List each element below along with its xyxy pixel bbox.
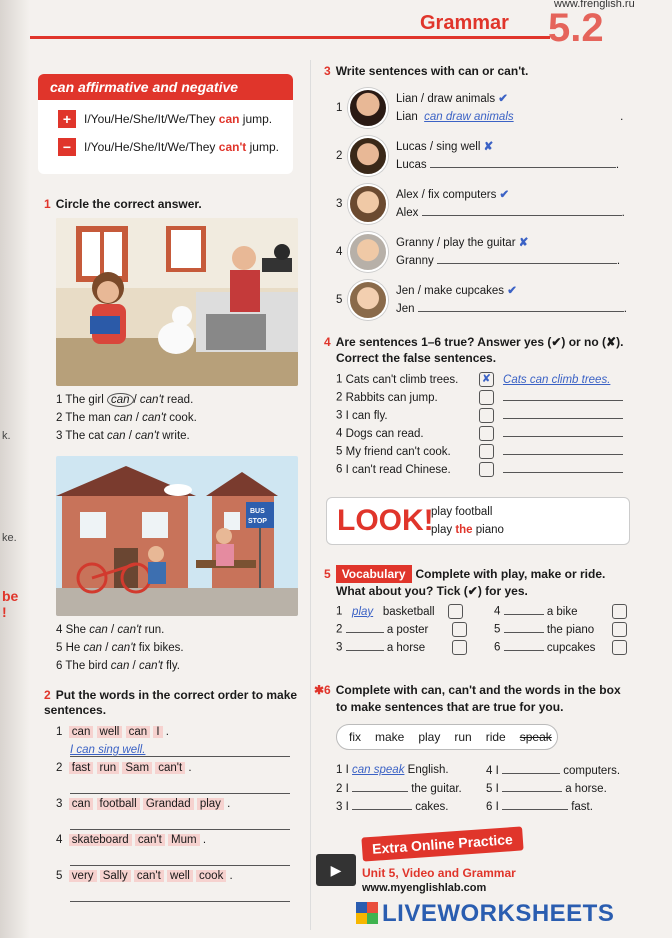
check-icon: ✔	[507, 285, 517, 297]
option-can-circled[interactable]: can	[107, 393, 134, 407]
extra-unit: Unit 5, Video and Grammar	[362, 866, 516, 880]
ex4-instruction: Are sentences 1–6 true? Answer yes (✔) or no (✘).	[335, 335, 624, 349]
word-tile: .	[165, 726, 169, 738]
ex2-item	[56, 726, 169, 738]
ex1-item: 2 The man can / can't cook.	[56, 412, 197, 424]
item-number: 3	[336, 198, 343, 210]
ex5-heading	[324, 566, 624, 600]
item-subject: He	[65, 642, 81, 654]
ex5-instruction-2: What about you? Tick (✔) for yes.	[336, 584, 528, 598]
tick-box[interactable]	[448, 604, 463, 619]
ex6-heading	[314, 682, 644, 716]
ex3-number: 3	[324, 64, 331, 78]
word-tile: .	[202, 834, 207, 846]
boy-avatar	[348, 184, 388, 224]
word-tile: skateboard	[69, 834, 132, 846]
ex3-answer-row: Jen .	[396, 303, 627, 315]
ex5-item	[494, 604, 627, 619]
prompt-text: Alex / fix computers	[396, 189, 497, 201]
item-subject: I	[345, 764, 349, 776]
option-cant[interactable]: can't	[135, 430, 160, 442]
header-rule	[30, 36, 550, 39]
tick-box[interactable]	[612, 622, 627, 637]
page-title: Grammar	[420, 12, 509, 34]
item-end: run.	[144, 624, 165, 636]
item-number: 5	[494, 623, 501, 636]
option-cant[interactable]: can't	[139, 394, 164, 406]
ex5-instruction: Complete with play, make or ride.	[415, 567, 606, 581]
ex2-answer-line[interactable]	[70, 854, 290, 866]
item-subject: The bird	[65, 660, 108, 672]
ex5-item	[336, 622, 467, 637]
gutter-text: be	[2, 588, 19, 604]
ex1-item: 1 The girl can / can't read.	[56, 394, 194, 406]
item-subject: She	[65, 624, 87, 636]
statement: Cats can't climb trees.	[345, 373, 459, 386]
item-number: 2	[336, 150, 343, 162]
ex1-item: 4 She can / can't run.	[56, 624, 165, 636]
item-end: the guitar.	[411, 783, 462, 795]
answer-box[interactable]: ✘	[479, 372, 494, 387]
ex5-blank[interactable]	[346, 623, 384, 633]
item-end: fly.	[166, 660, 180, 672]
cross-icon: ✘	[483, 141, 494, 153]
item-number: 6	[494, 641, 501, 654]
word-tile: fast	[69, 762, 94, 774]
item-number: 2	[56, 762, 63, 774]
item-end: computers.	[563, 765, 621, 777]
ex3-item	[336, 280, 627, 320]
ex4-number: 4	[324, 335, 331, 349]
item-number: 5	[486, 783, 493, 795]
correction[interactable]: Cats can climb trees.	[503, 373, 611, 386]
ex6-number: ✱6	[314, 683, 331, 697]
box-word-used: speak	[519, 730, 552, 744]
item-subject: The man	[65, 412, 111, 424]
ex3-answer-row: Granny .	[396, 255, 621, 267]
item-number: 5	[336, 445, 343, 458]
section-number: 5.2	[548, 6, 604, 50]
option-can[interactable]: can	[114, 412, 133, 424]
subject-name: Lucas	[396, 159, 427, 171]
option-can[interactable]: can	[83, 642, 103, 654]
subject-name: Granny	[396, 255, 434, 267]
item-number: 3	[56, 430, 63, 442]
ex3-instruction: Write sentences with can or can't.	[335, 64, 529, 78]
gutter-text: !	[2, 604, 7, 620]
affirmative-verb: can	[218, 112, 240, 126]
girl-avatar	[348, 88, 388, 128]
ex5-word: a horse	[386, 641, 426, 654]
item-number: 2	[336, 783, 343, 795]
word-tile: .	[227, 798, 231, 810]
ex1-item: 6 The bird can / can't fly.	[56, 660, 180, 672]
subject-name: Lian	[396, 111, 418, 123]
word-tile: football	[97, 798, 140, 810]
option-can[interactable]: can	[106, 430, 126, 442]
ex4-heading	[324, 334, 624, 366]
tick-box[interactable]	[452, 640, 467, 655]
ex5-word: a poster	[386, 623, 429, 636]
item-number: 5	[56, 870, 63, 882]
ex6-blank[interactable]	[352, 800, 412, 810]
statement: I can fly.	[345, 409, 388, 422]
ex5-blank[interactable]	[504, 605, 544, 615]
box-word: run	[454, 730, 472, 744]
check-icon: ✔	[499, 189, 510, 201]
ex2-answer-line[interactable]	[70, 782, 290, 794]
liveworksheets-brand: LIVEWORKSHEETS	[382, 900, 615, 927]
word-tile: can't	[134, 870, 164, 882]
item-number: 3	[336, 409, 343, 422]
gutter-text: ke.	[2, 532, 17, 544]
ex3-item	[336, 88, 623, 128]
option-cant[interactable]: can't	[111, 642, 136, 654]
ex3-item	[336, 136, 619, 176]
ex6-item	[486, 764, 620, 777]
ex3-answer-blank[interactable]	[430, 158, 616, 168]
ex6-blank[interactable]	[502, 800, 568, 810]
item-number: 1	[336, 605, 343, 618]
ex2-answer: I can sing well.	[70, 744, 146, 756]
correction-blank[interactable]	[503, 445, 623, 455]
item-number: 4	[336, 246, 343, 258]
item-number: 4	[56, 834, 63, 846]
look-box	[326, 497, 630, 545]
item-end: fast.	[571, 801, 593, 813]
statement: Rabbits can jump.	[345, 391, 438, 404]
ex6-blank[interactable]	[502, 764, 560, 774]
plus-icon: +	[58, 110, 76, 128]
affirmative-row	[58, 110, 293, 128]
prompt-text: Lucas / sing well	[396, 141, 481, 153]
ex5-blank[interactable]	[504, 623, 544, 633]
item-number: 4	[56, 624, 63, 636]
box-word: make	[375, 730, 405, 744]
ex5-word: cupcakes	[546, 641, 596, 654]
word-box	[336, 724, 558, 750]
look-line-2	[431, 524, 504, 536]
ex2-answer-line[interactable]	[70, 890, 290, 902]
ex3-prompt	[396, 234, 620, 252]
ex4-item	[336, 462, 631, 477]
item-end: cook.	[169, 412, 197, 424]
ex3-prompt	[396, 282, 627, 300]
word-tile: well	[97, 726, 123, 738]
extra-url[interactable]: www.myenglishlab.com	[362, 882, 487, 894]
vocabulary-tag: Vocabulary	[336, 565, 412, 583]
word-tile: can't	[135, 834, 165, 846]
negative-verb: can't	[218, 140, 247, 154]
look-title: LOOK!	[337, 504, 434, 537]
prompt-text: Lian / draw animals	[396, 93, 496, 105]
look-text: piano	[475, 524, 504, 536]
word-tile: run	[97, 762, 120, 774]
ex3-answer-blank[interactable]	[437, 254, 617, 264]
negative-end: jump.	[249, 140, 279, 154]
box-word: fix	[349, 730, 361, 744]
ex3-heading	[324, 64, 528, 78]
ex3-prompt	[396, 186, 625, 204]
negative-subjects: I/You/He/She/It/We/They	[84, 140, 216, 154]
word-tile: .	[188, 762, 192, 774]
ex3-prompt	[396, 138, 619, 156]
ex6-answer[interactable]: can speak	[352, 764, 405, 776]
ex4-item	[336, 372, 631, 387]
affirmative-end: jump.	[242, 112, 273, 126]
answer-box[interactable]	[479, 462, 494, 477]
ex5-item	[494, 640, 627, 655]
ex5-item	[336, 640, 467, 655]
word-tile: Grandad	[143, 798, 194, 810]
item-end: fix bikes.	[138, 642, 184, 654]
ex6-instruction-2: to make sentences that are true for you.	[336, 700, 564, 714]
ex3-answer[interactable]: can draw animals	[424, 111, 514, 123]
prompt-text: Jen / make cupcakes	[396, 285, 505, 297]
item-end: read.	[167, 394, 194, 406]
item-number: 3	[336, 801, 343, 813]
ex5-number: 5	[324, 567, 331, 581]
ex2-item	[56, 798, 230, 810]
word-tile: Sally	[100, 870, 131, 882]
ex3-answer-row: Alex .	[396, 207, 625, 219]
granny-avatar	[348, 232, 388, 272]
correction-blank[interactable]	[503, 391, 623, 401]
item-subject: I	[495, 801, 499, 813]
ex4-item	[336, 444, 631, 459]
ex5-answer[interactable]: play	[352, 605, 374, 618]
look-highlight: the	[455, 524, 473, 536]
ex3-item	[336, 232, 620, 272]
statement: Dogs can read.	[345, 427, 424, 440]
word-tile: .	[229, 870, 233, 882]
ex3-answer-blank[interactable]	[418, 302, 624, 312]
kitchen-picture	[56, 218, 298, 386]
ex1-item: 3 The cat can / can't write.	[56, 430, 190, 442]
tick-box[interactable]	[612, 640, 627, 655]
ex6-item	[336, 782, 462, 795]
ex2-heading	[44, 688, 304, 718]
ex6-item	[486, 800, 593, 813]
gutter-text: k.	[2, 430, 11, 442]
ex6-item	[336, 800, 448, 813]
answer-box[interactable]	[479, 390, 494, 405]
ex2-item	[56, 870, 233, 882]
extra-practice-tag: Extra Online Practice	[361, 826, 523, 861]
item-number: 2	[336, 391, 343, 404]
word-tile: well	[167, 870, 193, 882]
item-subject: I	[495, 765, 499, 777]
ex6-blank[interactable]	[352, 782, 408, 792]
negative-row	[58, 138, 293, 156]
word-tile: I	[153, 726, 162, 738]
word-tile: can	[69, 726, 94, 738]
box-word: play	[418, 730, 441, 744]
ex3-answer-blank[interactable]	[422, 206, 622, 216]
answer-box[interactable]	[479, 408, 494, 423]
ex2-item	[56, 762, 192, 774]
liveworksheets-logo	[356, 900, 614, 928]
item-number: 3	[336, 641, 343, 654]
ex5-item	[336, 604, 463, 619]
item-end: a horse.	[565, 783, 607, 795]
ex4-item	[336, 408, 631, 423]
ex2-number: 2	[44, 688, 51, 702]
answer-box[interactable]	[479, 426, 494, 441]
item-number: 1	[336, 102, 343, 114]
item-number: 2	[336, 623, 343, 636]
minus-icon: −	[58, 138, 76, 156]
word-tile: very	[69, 870, 97, 882]
tick-box[interactable]	[612, 604, 627, 619]
liveworksheets-icon	[356, 902, 378, 924]
answer-box[interactable]	[479, 444, 494, 459]
affirmative-subjects: I/You/He/She/It/We/They	[84, 112, 216, 126]
ex5-item	[494, 622, 627, 637]
item-number: 6	[336, 463, 343, 476]
correction-blank[interactable]	[503, 463, 623, 473]
ex6-item	[486, 782, 607, 795]
statement: My friend can't cook.	[345, 445, 451, 458]
ex6-instruction: Complete with can, can't and the words in the box	[335, 683, 621, 697]
item-number: 6	[486, 801, 493, 813]
item-number: 1	[56, 726, 63, 738]
ex4-item	[336, 390, 631, 405]
item-subject: I	[495, 783, 499, 795]
ex1-number: 1	[44, 197, 51, 211]
word-tile: can't	[155, 762, 185, 774]
look-text: play	[431, 524, 453, 536]
item-end: cakes.	[415, 801, 449, 813]
item-number: 4	[336, 427, 343, 440]
item-subject: The cat	[65, 430, 104, 442]
ex5-word: basketball	[382, 605, 435, 618]
ex5-word: the piano	[546, 623, 595, 636]
item-end: write.	[162, 430, 190, 442]
girl-avatar	[348, 280, 388, 320]
option-can[interactable]: can	[89, 624, 108, 636]
ex2-answer-line[interactable]	[70, 744, 290, 757]
item-number: 1	[336, 373, 343, 386]
correction-blank[interactable]	[503, 427, 623, 437]
item-subject: I	[345, 783, 349, 795]
item-end: English.	[407, 764, 449, 776]
grammar-box	[38, 74, 293, 174]
ex3-answer-row: Lucas .	[396, 159, 620, 171]
word-tile: play	[197, 798, 224, 810]
ex4-instruction-2: Correct the false sentences.	[336, 351, 497, 365]
ex2-answer-line[interactable]	[70, 818, 290, 830]
option-cant[interactable]: can't	[142, 412, 167, 424]
ex6-blank[interactable]	[502, 782, 562, 792]
item-number: 3	[56, 798, 63, 810]
item-number: 4	[486, 765, 493, 777]
page-gutter	[0, 0, 30, 938]
prompt-text: Granny / play the guitar	[396, 237, 516, 249]
extra-practice	[314, 832, 634, 898]
subject-name: Alex	[396, 207, 419, 219]
correction-blank[interactable]	[503, 409, 623, 419]
ex5-word: a bike	[546, 605, 578, 618]
subject-name: Jen	[396, 303, 415, 315]
option-can[interactable]: can	[110, 660, 130, 672]
cross-icon: ✘	[518, 237, 529, 249]
item-number: 1	[336, 764, 343, 776]
box-word: ride	[485, 730, 506, 744]
ex5-blank[interactable]	[346, 641, 384, 651]
video-icon: ▶	[316, 854, 356, 886]
tick-box[interactable]	[452, 622, 467, 637]
column-divider	[310, 60, 311, 930]
ex4-item	[336, 426, 631, 441]
site-url: www.frenglish.ru	[554, 0, 635, 10]
item-subject: I	[345, 801, 349, 813]
word-tile: can	[69, 798, 94, 810]
bus-stop-sign: BUS	[250, 508, 265, 515]
word-tile: Mum	[168, 834, 200, 846]
boy-avatar	[348, 136, 388, 176]
ex3-item	[336, 184, 625, 224]
ex2-instruction: Put the words in the correct order to make sentences.	[44, 688, 298, 717]
option-cant[interactable]: can't	[138, 660, 163, 672]
item-number: 4	[494, 605, 501, 618]
statement: I can't read Chinese.	[345, 463, 451, 476]
item-number: 5	[56, 642, 63, 654]
grammar-box-title: can affirmative and negative	[38, 74, 293, 100]
ex3-answer-row: Lian can draw animals .	[396, 108, 623, 126]
item-number: 5	[336, 294, 343, 306]
check-icon: ✔	[498, 93, 508, 105]
ex3-prompt	[396, 90, 623, 108]
ex1-item: 5 He can / can't fix bikes.	[56, 642, 184, 654]
ex1-instruction: Circle the correct answer.	[55, 197, 202, 211]
ex6-item	[336, 764, 449, 776]
item-subject: The girl	[65, 394, 104, 406]
street-picture	[56, 456, 298, 616]
word-tile: cook	[196, 870, 226, 882]
look-line-1: play football	[431, 506, 493, 518]
ex5-blank[interactable]	[504, 641, 544, 651]
word-tile: Sam	[122, 762, 152, 774]
item-number: 6	[56, 660, 63, 672]
option-cant[interactable]: can't	[117, 624, 142, 636]
word-tile: can	[126, 726, 151, 738]
item-number: 2	[56, 412, 63, 424]
bus-stop-sign: STOP	[248, 518, 267, 525]
item-number: 1	[56, 394, 63, 406]
ex2-item	[56, 834, 206, 846]
ex1-heading	[44, 197, 202, 211]
